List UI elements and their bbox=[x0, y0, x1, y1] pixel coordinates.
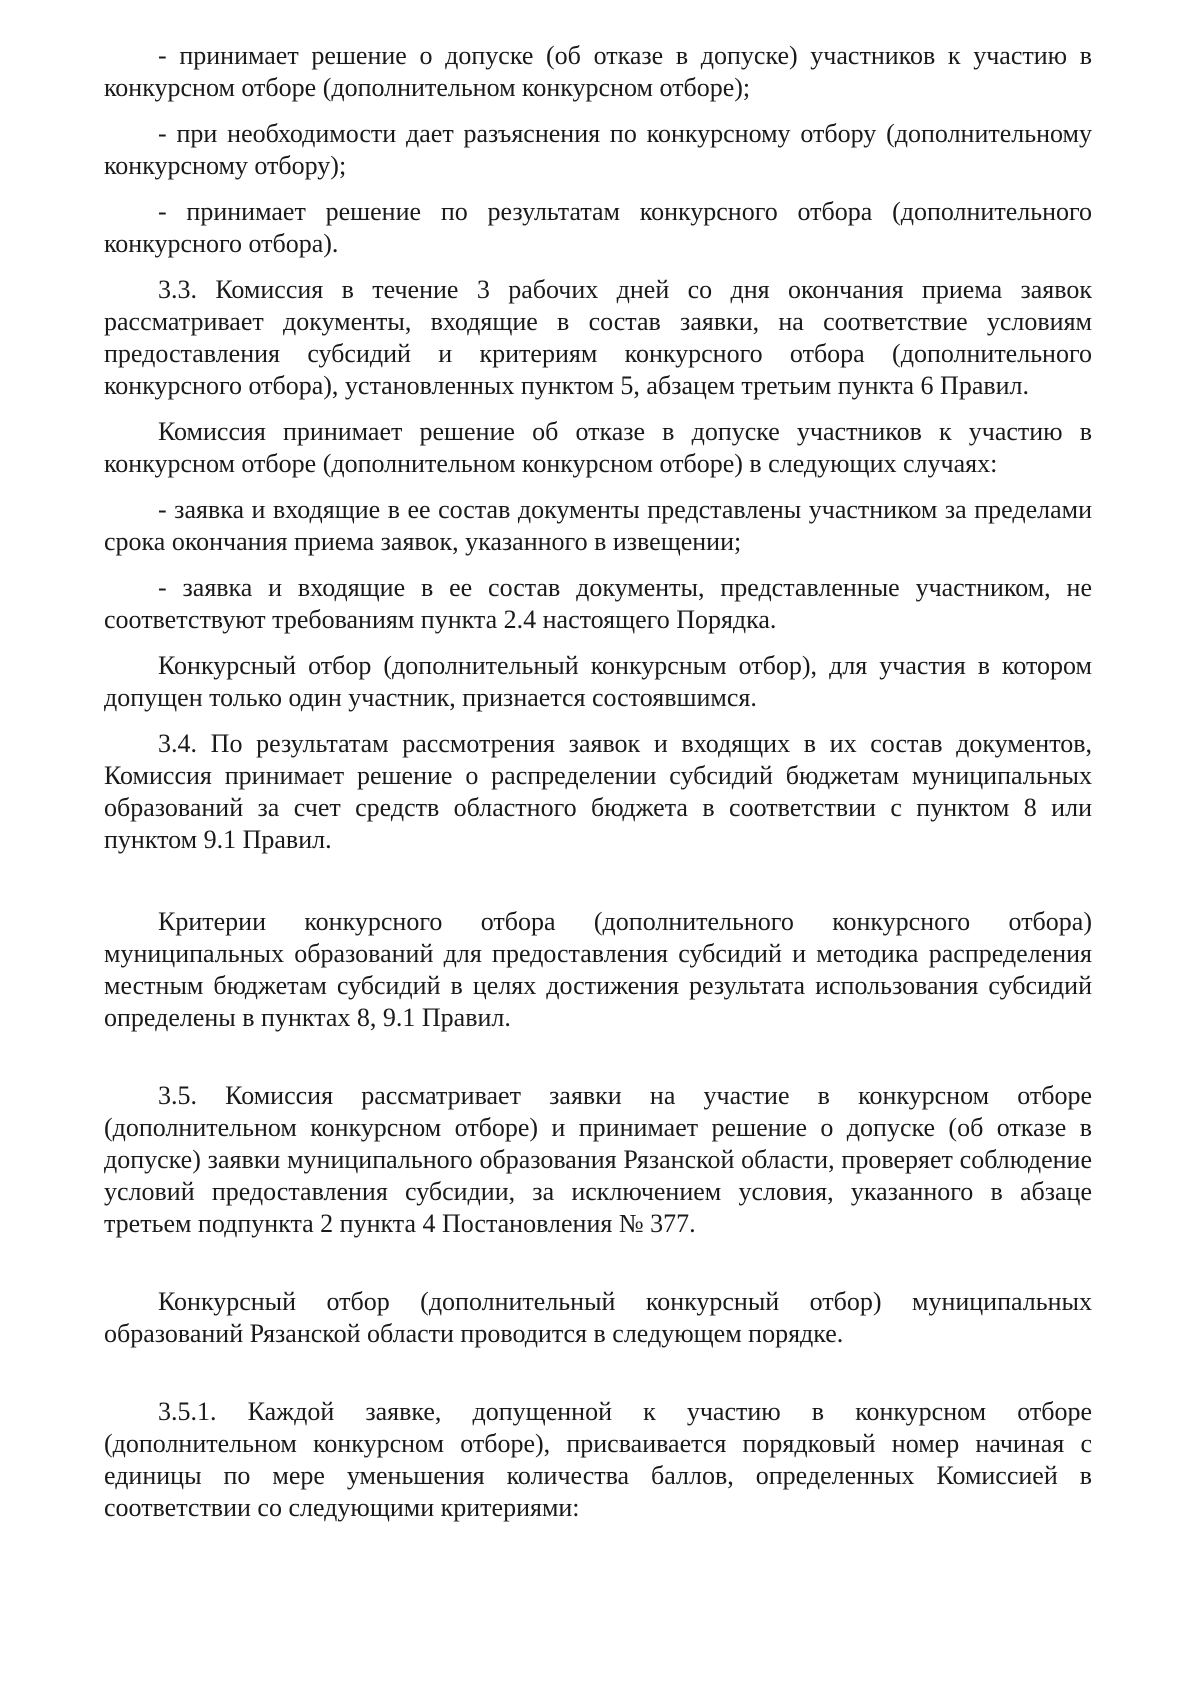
paragraph-refusal-cases: Комиссия принимает решение об отказе в допуске участников к участию в конкурсном отборе (дополнительном конкурсном отборе) в следующих случаях: bbox=[104, 417, 1092, 478]
paragraph-3-5: 3.5. Комиссия рассматривает заявки на участие в конкурсном отборе (дополнительном конкурсном отборе) и принимает решение о допуске (об отказе в допуске) заявки муниципального образования Рязанской области, проверяет соблюдение условий предоставления субсидии, за исключением условия, указанного в абзаце третьем подпункта 2 пункта 4 Постановления № 377. bbox=[104, 1081, 1092, 1238]
paragraph-admission-decision: - принимает решение о допуске (об отказе в допуске) участников к участию в конкурсном отборе (дополнительном конкурсном отборе); bbox=[104, 41, 1092, 102]
paragraph-procedure: Конкурсный отбор (дополнительный конкурсный отбор) муниципальных образований Рязанской области проводится в следующем порядке. bbox=[104, 1287, 1092, 1348]
paragraph-criteria: Критерии конкурсного отбора (дополнительного конкурсного отбора) муниципальных образований для предоставления субсидий и методика распределения местным бюджетам субсидий в целях достижения результата использования субсидий определены в пунктах 8, 9.1 Правил. bbox=[104, 907, 1092, 1032]
paragraph-results-decision: - принимает решение по результатам конкурсного отбора (дополнительного конкурсного отбора). bbox=[104, 197, 1092, 258]
paragraph-clarifications: - при необходимости дает разъяснения по конкурсному отбору (дополнительному конкурсному отбору); bbox=[104, 119, 1092, 180]
paragraph-3-5-1: 3.5.1. Каждой заявке, допущенной к участию в конкурсном отборе (дополнительном конкурсном отборе), присваивается порядковый номер начиная с единицы по мере уменьшения количества баллов, определенных Комиссией в соответствии со следующими критериями: bbox=[104, 1397, 1092, 1522]
paragraph-single-participant: Конкурсный отбор (дополнительный конкурсным отбор), для участия в котором допущен только один участник, признается состоявшимся. bbox=[104, 651, 1092, 712]
paragraph-3-3: 3.3. Комиссия в течение 3 рабочих дней со дня окончания приема заявок рассматривает документы, входящие в состав заявки, на соответствие условиям предоставления субсидий и критериям конкурсного отбора (дополнительного конкурсного отбора), установленных пунктом 5, абзацем третьим пункта 6 Правил. bbox=[104, 275, 1092, 400]
paragraph-3-4: 3.4. По результатам рассмотрения заявок и входящих в их состав документов, Комиссия принимает решение о распределении субсидий бюджетам муниципальных образований за счет средств областного бюджета в соответствии с пунктом 8 или пунктом 9.1 Правил. bbox=[104, 729, 1092, 854]
paragraph-late-submission: - заявка и входящие в ее состав документы представлены участником за пределами срока окончания приема заявок, указанного в извещении; bbox=[104, 495, 1092, 556]
paragraph-noncompliance: - заявка и входящие в ее состав документы, представленные участником, не соответствуют требованиям пункта 2.4 настоящего Порядка. bbox=[104, 573, 1092, 634]
